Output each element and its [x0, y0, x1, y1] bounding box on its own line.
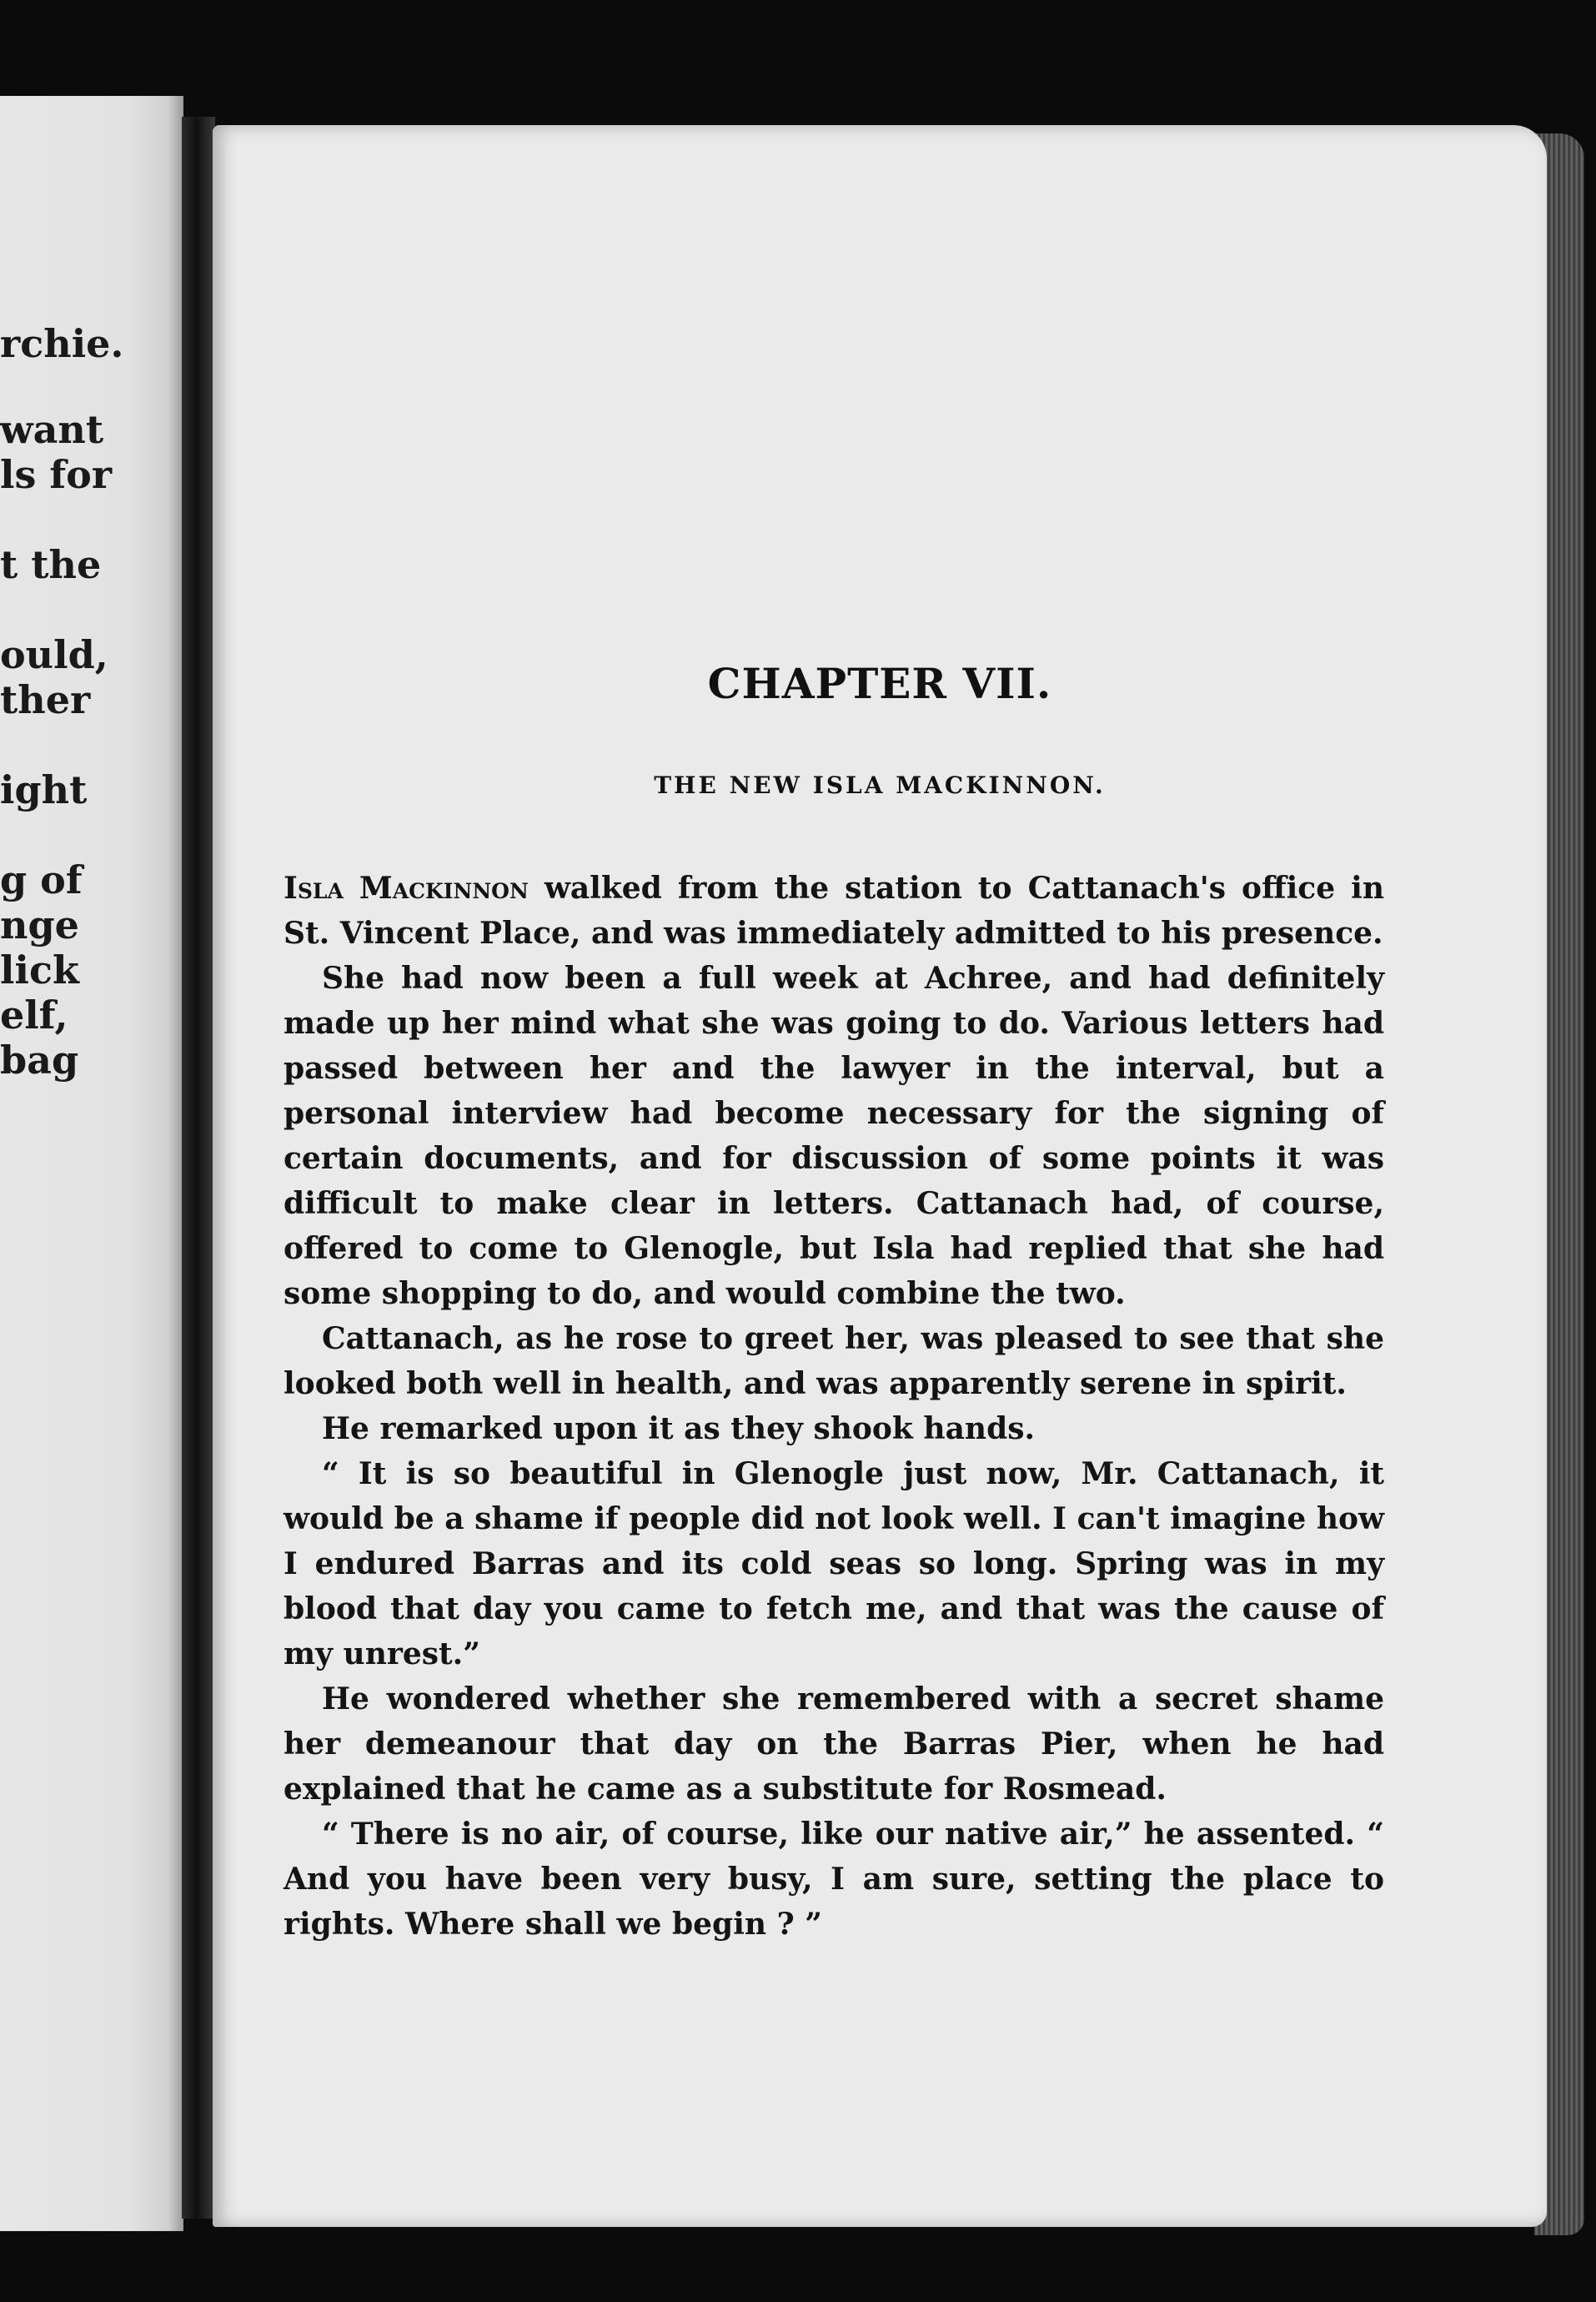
previous-page-line-fragment: elf,: [0, 993, 68, 1038]
paragraph: He remarked upon it as they shook hands.: [322, 1411, 1036, 1446]
paragraph: Cattanach, as he rose to greet her, was pleased to see that she looked both well in health, and was apparently serene in spirit.: [284, 1321, 1384, 1401]
previous-page-fragment: [0, 96, 183, 2231]
previous-page-line-fragment: want: [0, 407, 104, 452]
previous-page-line-fragment: t the: [0, 542, 102, 587]
chapter-body: [284, 866, 1384, 1947]
book-gutter: [182, 117, 215, 2219]
paragraph: “ There is no air, of course, like our native air,” he assented. “ And you have been very busy, I am sure, setting the place to rights. Where shall we begin ? ”: [284, 1817, 1384, 1942]
previous-page-line-fragment: ther: [0, 677, 91, 722]
opening-name: Isla Mackinnon: [284, 871, 529, 906]
opening-text: walked from the station to Cattanach's office in St. Vincent Place, and was immediately admitted to his presence.: [284, 871, 1384, 951]
previous-page-line-fragment: lick: [0, 947, 79, 993]
previous-page-line-fragment: ight: [0, 767, 88, 812]
previous-page-line-fragment: ls for: [0, 452, 113, 497]
chapter-title: CHAPTER VII.: [707, 659, 1052, 708]
book-page: [213, 125, 1547, 2227]
previous-page-line-fragment: g of: [0, 857, 83, 902]
opening-paragraph: [284, 866, 1384, 956]
previous-page-line-fragment: bag: [0, 1038, 79, 1083]
paragraph: She had now been a full week at Achree, and had definitely made up her mind what she was going to do. Various letters had passed between her and the lawyer in the interval, but a personal interview had become necessary for the signing of certain documents, and for discussion of some points it was difficult to make clear in letters. Cattanach had, of course, offered to come to Glenogle, but Isla had replied that she had some shopping to do, and would combine the two.: [284, 961, 1384, 1311]
previous-page-line-fragment: rchie.: [0, 321, 124, 366]
previous-page-line-fragment: nge: [0, 902, 79, 947]
previous-page-line-fragment: ould,: [0, 632, 108, 677]
chapter-subtitle: THE NEW ISLA MACKINNON.: [654, 772, 1106, 799]
paragraph: “ It is so beautiful in Glenogle just now, Mr. Cattanach, it would be a shame if people did not look well. I can't imagine how I endured Barras and its cold seas so long. Spring was in my blood that day you came to fetch me, and that was the cause of my unrest.”: [284, 1456, 1384, 1671]
paragraph: He wondered whether she remembered with a secret shame her demeanour that day on the Barras Pier, when he had explained that he came as a substitute for Rosmead.: [284, 1681, 1384, 1807]
